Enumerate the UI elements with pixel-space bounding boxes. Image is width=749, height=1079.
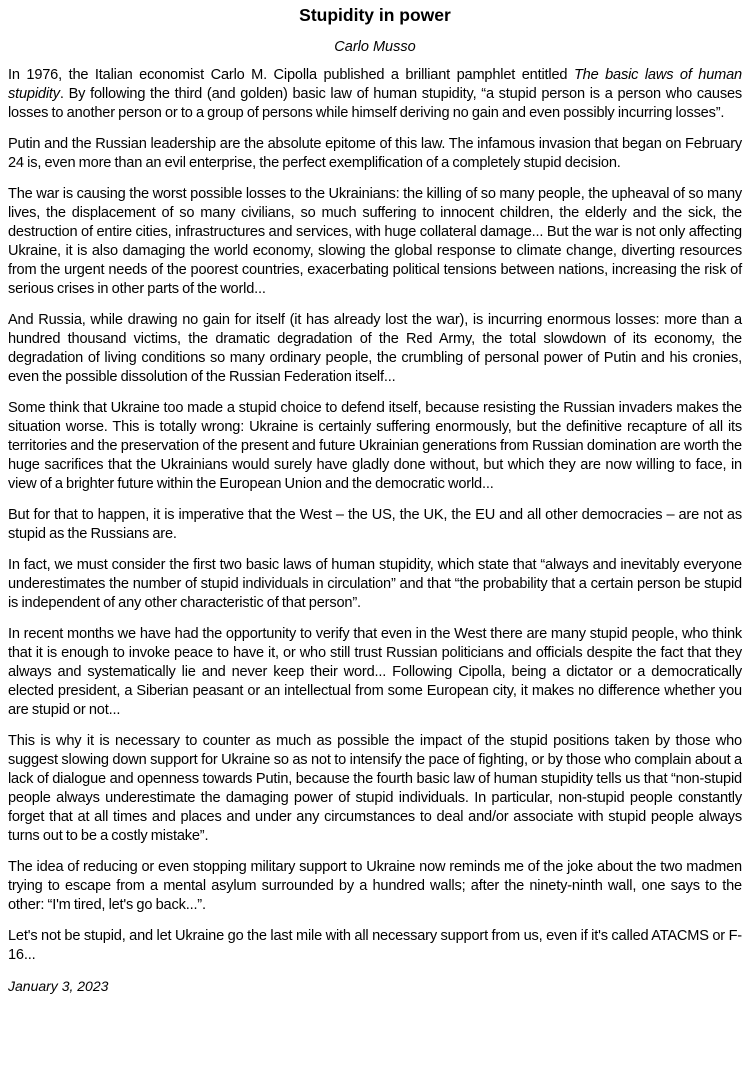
paragraph-2: Putin and the Russian leadership are the absolute epitome of this law. The infamous invasion that began on February 24 is, even more than an evil enterprise, the perfect exemplification of a completely stupid decision. [8, 136, 742, 171]
paragraph-3: The war is causing the worst possible losses to the Ukrainians: the killing of so many people, the upheaval of so many lives, the displacement of so many civilians, so much suffering to innocent children, the elderly and the sick, the destruction of entire cities, infrastructures and services, with huge collateral damage... But the war is not only affecting Ukraine, it is also damaging the world economy, slowing the global response to climate change, diverting resources from the urgent needs of the poorest countries, exacerbating political tensions between nations, increasing the risk of serious crises in other parts of the world... [8, 186, 742, 297]
paragraph-1 [8, 66, 742, 123]
article-title: Stupidity in power [299, 5, 451, 25]
paragraph-6: But for that to happen, it is imperative that the West – the US, the UK, the EU and all other democracies – are not as stupid as the Russians are. [8, 507, 742, 542]
paragraph-5: Some think that Ukraine too made a stupid choice to defend itself, because resisting the Russian invaders makes the situation worse. This is totally wrong: Ukraine is certainly suffering enormously, but the definitive recapture of all its territories and the preservation of the present and future Ukrainian generations from Russian domination are worth the huge sacrifices that the Ukrainians would surely have gladly done without, but which they are now willing to face, in view of a brighter future within the European Union and the democratic world... [8, 400, 742, 492]
paragraph-7: In fact, we must consider the first two basic laws of human stupidity, which state that “always and inevitably everyone underestimates the number of stupid individuals in circulation” and that “the probability that a certain person be stupid is independent of any other characteristic of that person”. [8, 557, 742, 611]
paragraph-1-intro: In 1976, the Italian economist Carlo M. Cipolla published a brilliant pamphlet entitled [8, 67, 574, 83]
paragraph-8: In recent months we have had the opportunity to verify that even in the West there are many stupid people, who think that it is enough to invoke peace to have it, or who still trust Russian politicians and officials despite the fact that they always and systematically lie and never keep their word... Following Cipolla, being a dictator or a democratically elected president, a Siberian peasant or an intellectual from some European city, it makes no difference whether you are stupid or not... [8, 626, 742, 718]
paragraph-4: And Russia, while drawing no gain for itself (it has already lost the war), is incurring enormous losses: more than a hundred thousand victims, the dramatic degradation of the Red Army, the total slowdown of its economy, the degradation of living conditions so many ordinary people, the crumbling of personal power of Putin and his cronies, even the possible dissolution of the Russian Federation itself... [8, 312, 742, 385]
paragraph-11: Let's not be stupid, and let Ukraine go the last mile with all necessary support from us, even if it's called ATACMS or F-16... [8, 928, 742, 963]
article-author: Carlo Musso [334, 39, 416, 55]
paragraph-1-rest: . By following the third (and golden) basic law of human stupidity, “a stupid person is a person who causes losses to another person or to a group of persons while himself deriving no gain and even possibly incurring losses”. [8, 86, 742, 121]
paragraph-9: This is why it is necessary to counter as much as possible the impact of the stupid positions taken by those who suggest slowing down support for Ukraine so as not to intensify the pace of fighting, or by those who complain about a lack of dialogue and openness towards Putin, because the fourth basic law of human stupidity tells us that “non-stupid people always underestimate the damaging power of stupid individuals. In particular, non-stupid people constantly forget that at all times and places and under any circumstances to deal and/or associate with stupid people always turns out to be a costly mistake”. [8, 733, 742, 844]
pamphlet-title: The basic laws of human stupidity [8, 67, 742, 102]
article-date: January 3, 2023 [8, 978, 109, 994]
paragraph-10: The idea of reducing or even stopping military support to Ukraine now reminds me of the joke about the two madmen trying to escape from a mental asylum surrounded by a hundred walls; after the ninety-ninth wall, one says to the other: “I'm tired, let's go back...”. [8, 859, 742, 913]
